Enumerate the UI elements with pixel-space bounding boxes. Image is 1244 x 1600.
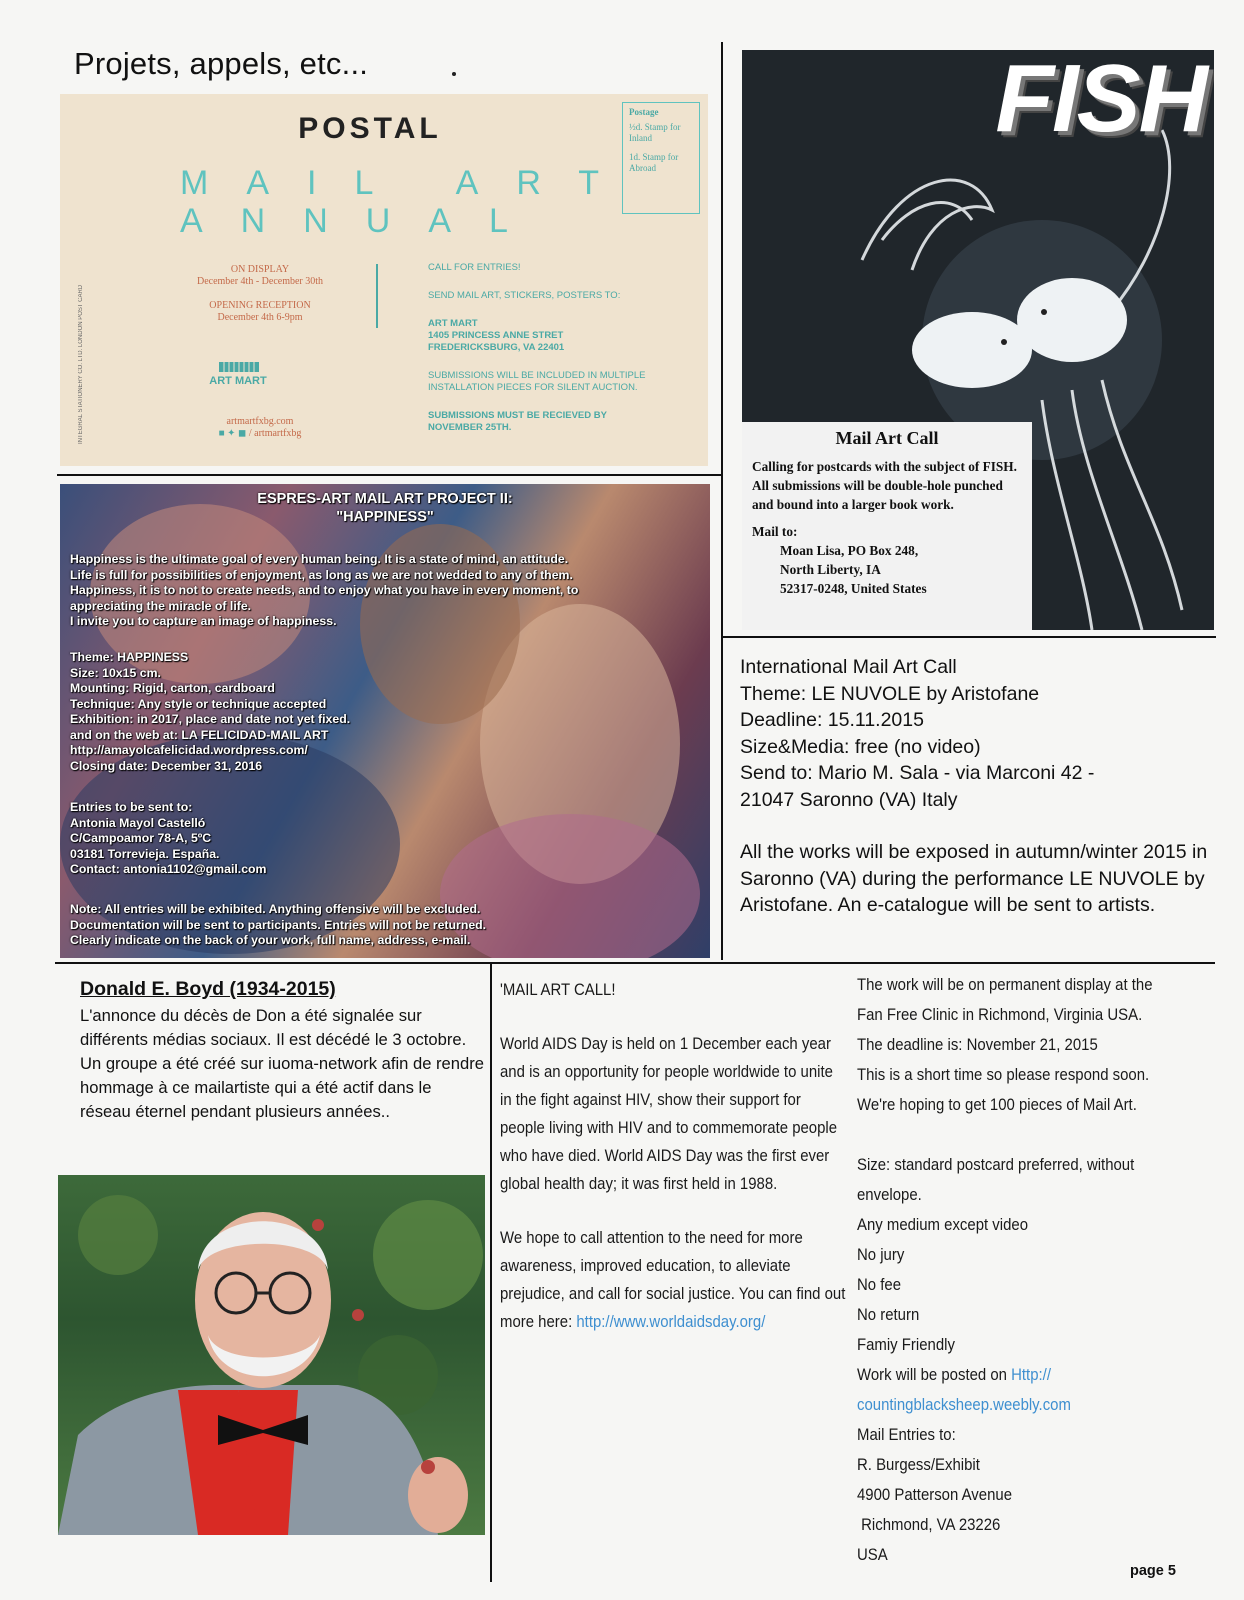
detail-line: No fee: [857, 1275, 902, 1294]
nuvole-line: Send to: Mario M. Sala - via Marconi 42 -: [740, 762, 1095, 784]
note-line: Clearly indicate on the back of your work, full name, address, e-mail.: [70, 933, 471, 947]
address-line: 03181 Torrevieja. España.: [70, 846, 220, 861]
page-number: page 5: [1130, 1563, 1176, 1579]
nuvole-paragraph: All the works will be exposed in autumn/winter 2015 in Saronno (VA) during the performance LE NUVOLE by Aristofane. An e-catalogue will be sent to artists.: [740, 841, 1208, 916]
address-line: FREDERICKSBURG, VA 22401: [428, 342, 565, 353]
detail-line: Work will be posted on Http://: [857, 1365, 1051, 1384]
opening-date: December 4th 6-9pm: [217, 312, 303, 323]
donald-boyd-photo: [58, 1175, 485, 1535]
aids-paragraph: World AIDS Day is held on 1 December each year and is an opportunity for people worldwide to unite in the fight against HIV, show their support for people living with HIV and to commemorate people who have died. World AIDS Day was the first ever global health day; it was first held in 1988.: [500, 1034, 838, 1193]
intro-line: Happiness, it is to not to create needs, and to enjoy what you have in every moment, to: [70, 583, 579, 597]
divider-arrow-icon: [376, 264, 378, 328]
detail-line: Mounting: Rigid, carton, cardboard: [70, 681, 275, 695]
address-line: R. Burgess/Exhibit: [857, 1455, 980, 1474]
nuvole-line: International Mail Art Call: [740, 656, 957, 678]
fish-logo: FISH: [995, 50, 1206, 152]
aids-heading: 'MAIL ART CALL!: [500, 980, 616, 999]
detail-line: We're hoping to get 100 pieces of Mail Art.: [857, 1095, 1137, 1114]
nuvole-line: Deadline: 15.11.2015: [740, 709, 924, 731]
title-dot: [452, 72, 456, 76]
detail-line: No return: [857, 1305, 920, 1324]
stamp-line: ½d. Stamp for Inland: [629, 122, 681, 143]
detail-line: http://amayolcafelicidad.wordpress.com/: [70, 743, 308, 757]
fish-address-line: 52317-0248, United States: [780, 581, 927, 596]
espres-title-line: "HAPPINESS": [336, 509, 434, 525]
intro-line: Happiness is the ultimate goal of every human being. It is a state of mind, an attitude.: [70, 552, 569, 566]
world-aids-day-call: [500, 976, 846, 1336]
world-aids-day-details: [857, 970, 1208, 1570]
note-line: Documentation will be sent to participants. Entries will not be returned.: [70, 917, 487, 932]
social-icons: ■ ✦ ◼: [218, 428, 249, 439]
on-display-label: ON DISPLAY: [230, 264, 290, 275]
address-line: Mail Entries to:: [857, 1425, 956, 1444]
art-mart-logo-text: ART MART: [209, 375, 267, 387]
on-display-dates: December 4th - December 30th: [196, 276, 324, 287]
worldaidsday-link[interactable]: http://www.worldaidsday.org/: [576, 1312, 766, 1331]
postal-title-line2: ANNUAL: [180, 202, 546, 240]
detail-line: This is a short time so please respond soon.: [857, 1065, 1150, 1084]
address-line: 1405 PRINCESS ANNE STRET: [428, 330, 564, 341]
detail-line: Exhibition: in 2017, place and date not yet fixed.: [70, 712, 351, 726]
nuvole-line: 21047 Saronno (VA) Italy: [740, 788, 958, 811]
deadline-note: SUBMISSIONS MUST BE RECIEVED BY NOVEMBER 25TH.: [428, 410, 607, 433]
detail-line: Fan Free Clinic in Richmond, Virginia USA.: [857, 1005, 1143, 1024]
social-handle: ■ ✦ ◼ / artmartfxbg: [218, 428, 302, 439]
espres-art-happiness-poster: [60, 484, 710, 958]
address-line: ART MART: [428, 318, 478, 329]
address-line: USA: [857, 1545, 888, 1564]
portrait-illustration: [58, 1175, 485, 1535]
detail-line: envelope.: [857, 1185, 922, 1204]
card-side-text: INTEGRAL STATIONERY CO. LTD. LONDON POST CARD: [78, 284, 84, 444]
fish-mail-label: Mail to:: [752, 524, 798, 539]
detail-line: Famiy Friendly: [857, 1335, 955, 1354]
call-for-entries: CALL FOR ENTRIES!: [428, 262, 521, 273]
detail-line: Size: standard postcard preferred, without: [857, 1155, 1135, 1174]
address-line: Entries to be sent to:: [70, 800, 193, 814]
intro-line: appreciating the miracle of life.: [70, 598, 252, 613]
postal-heading: POSTAL: [298, 112, 442, 145]
boyd-text: L'annonce du décès de Don a été signalée sur différents médias sociaux. Il est décédé le 3 octobre. Un groupe a été créé sur iuoma-network afin de rendre hommage à ce mailartiste qui a été actif dans le réseau éternel pendant plusieurs années..: [80, 1006, 485, 1121]
postal-mail-art-card: [60, 94, 708, 466]
detail-line: Theme: HAPPINESS: [70, 650, 189, 664]
vertical-rule-top: [721, 42, 723, 960]
detail-line: Any medium except video: [857, 1215, 1029, 1234]
detail-line: Technique: Any style or technique accepted: [70, 696, 327, 711]
detail-line: Closing date: December 31, 2016: [70, 758, 263, 773]
detail-line: Size: 10x15 cm.: [70, 665, 161, 680]
detail-line: and on the web at: LA FELICIDAD-MAIL ART: [70, 727, 329, 742]
address-line: Antonia Mayol Castelló: [70, 815, 206, 830]
address-line: 4900 Patterson Avenue: [857, 1485, 1013, 1504]
aids-paragraph: We hope to call attention to the need for more awareness, improved education, to alleviate prejudice, and call for social justice. You can find out more here: http://www.worldaidsday.org/: [500, 1228, 846, 1331]
send-instruction: SEND MAIL ART, STICKERS, POSTERS TO:: [428, 290, 621, 301]
postal-title-line1: MAIL ART: [180, 164, 638, 202]
intro-line: I invite you to capture an image of happiness.: [70, 614, 337, 628]
detail-line: No jury: [857, 1245, 905, 1264]
submission-note: SUBMISSIONS WILL BE INCLUDED IN MULTIPLE INSTALLATION PIECES FOR SILENT AUCTION.: [428, 370, 646, 393]
opening-label: OPENING RECEPTION: [209, 300, 311, 311]
fish-call-box: [742, 422, 1032, 630]
counting-link-part1[interactable]: Http://: [1011, 1365, 1051, 1384]
detail-line: The work will be on permanent display at the: [857, 975, 1153, 994]
stamp-line: 1d. Stamp for Abroad: [629, 152, 679, 173]
postage-stamp-box: [622, 102, 700, 214]
note-line: Note: All entries will be exhibited. Anything offensive will be excluded.: [70, 902, 481, 916]
horizontal-rule-right: [721, 636, 1216, 638]
boyd-heading: Donald E. Boyd (1934-2015): [80, 978, 336, 1000]
vertical-rule-bottom: [490, 962, 492, 1582]
fish-mail-art-call: [742, 50, 1214, 630]
fish-call-heading: Mail Art Call: [835, 428, 939, 448]
fish-address-line: North Liberty, IA: [780, 562, 881, 577]
address-line: Richmond, VA 23226: [857, 1515, 1001, 1534]
page-title: Projets, appels, etc...: [74, 46, 369, 81]
web-address: artmartfxbg.com: [226, 416, 294, 427]
nuvole-line: Size&Media: free (no video): [740, 735, 981, 758]
espres-title-line: ESPRES-ART MAIL ART PROJECT II:: [257, 491, 513, 507]
le-nuvole-call: [740, 654, 1220, 919]
detail-line: The deadline is: November 21, 2015: [857, 1035, 1098, 1054]
fish-call-body: Calling for postcards with the subject of FISH. All submissions will be double-hole punched and bound into a larger book work.: [752, 459, 1017, 512]
horizontal-rule-middle: [55, 962, 1215, 964]
address-line: C/Campoamor 78-A, 5ºC: [70, 831, 212, 845]
horizontal-rule-left: [57, 474, 721, 476]
fish-address-line: Moan Lisa, PO Box 248,: [780, 543, 919, 558]
intro-line: Life is full for possibilities of enjoyment, as long as we are not wedded to any of them.: [70, 567, 573, 582]
nuvole-line: Theme: LE NUVOLE by Aristofane: [740, 682, 1040, 705]
counting-link-part2[interactable]: countingblacksheep.weebly.com: [857, 1395, 1071, 1414]
stamp-line: Postage: [629, 107, 659, 117]
address-line: Contact: antonia1102@gmail.com: [70, 862, 267, 876]
